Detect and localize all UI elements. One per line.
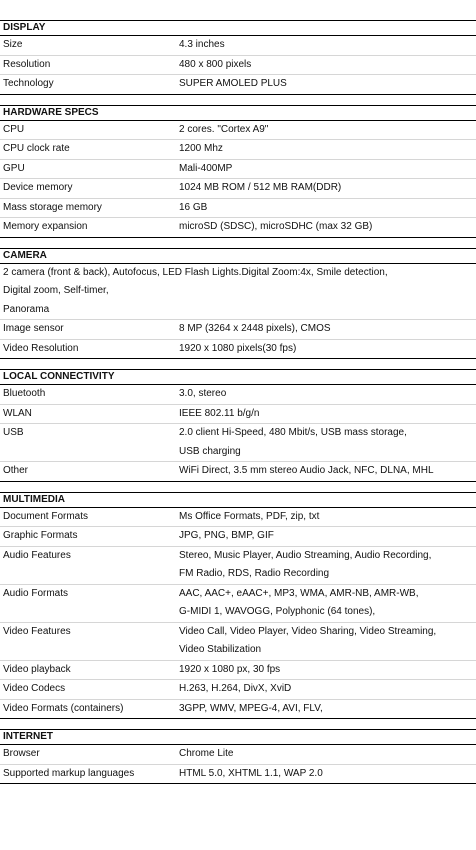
spec-label: Browser	[3, 748, 40, 759]
spec-label: Technology	[3, 78, 54, 89]
spec-label: Supported markup languages	[3, 767, 135, 779]
spec-value	[179, 218, 476, 237]
spec-label: Resolution	[3, 58, 51, 70]
spec-rows	[0, 385, 476, 482]
spec-row	[0, 661, 476, 681]
spec-row	[0, 508, 476, 528]
spec-value	[179, 745, 476, 764]
spec-label: Document Formats	[3, 510, 89, 522]
spec-value-line: Chrome Lite	[179, 748, 234, 759]
spec-value-line: USB charging	[179, 445, 241, 457]
spec-sheet	[0, 18, 476, 794]
spec-row	[0, 56, 476, 76]
spec-value	[179, 75, 476, 94]
spec-value-line: 1920 x 1080 pixels(30 fps)	[179, 342, 297, 354]
spec-value	[179, 405, 476, 424]
section-title: LOCAL CONNECTIVITY	[0, 369, 476, 385]
spec-value	[179, 56, 476, 75]
spec-value	[179, 199, 476, 218]
spec-value-line: Video Stabilization	[179, 644, 262, 655]
spec-value-line: AAC, AAC+, eAAC+, MP3, WMA, AMR-NB, AMR-WB,	[179, 587, 419, 599]
spec-label: Mass storage memory	[3, 201, 102, 213]
spec-value	[179, 527, 476, 546]
spec-label: Memory expansion	[3, 221, 88, 232]
spec-label: Video Formats (containers)	[3, 702, 124, 714]
spec-row	[0, 547, 476, 585]
spec-value-line: Mali-400MP	[179, 162, 233, 174]
section-title: DISPLAY	[0, 20, 476, 36]
spec-value	[179, 623, 476, 660]
spec-row	[0, 218, 476, 238]
spec-row	[0, 179, 476, 199]
spec-label: Size	[3, 39, 23, 50]
spec-row	[0, 75, 476, 95]
spec-value	[179, 385, 476, 404]
spec-rows	[0, 508, 476, 720]
spec-value-line: FM Radio, RDS, Radio Recording	[179, 568, 330, 579]
spec-row	[0, 385, 476, 405]
spec-value-line: 480 x 800 pixels	[179, 58, 252, 70]
spec-row	[0, 623, 476, 661]
spec-value	[179, 179, 476, 198]
spec-value	[179, 121, 476, 140]
spec-row	[0, 680, 476, 700]
spec-label: Video Resolution	[3, 342, 79, 354]
spec-value-line: Stereo, Music Player, Audio Streaming, Audio Recording,	[179, 549, 432, 561]
spec-value-line: 8 MP (3264 x 2448 pixels), CMOS	[179, 323, 331, 334]
spec-row	[0, 527, 476, 547]
spec-value-line: microSD (SDSC), microSDHC (max 32 GB)	[179, 221, 373, 232]
spec-value-line: Video Call, Video Player, Video Sharing, Video Streaming,	[179, 625, 437, 637]
section-hardware-specs	[0, 105, 476, 238]
camera-feature-word: zoom,	[33, 285, 61, 296]
camera-features	[0, 264, 476, 321]
spec-rows	[0, 36, 476, 95]
spec-value-line: 3.0, stereo	[179, 388, 227, 399]
spec-value-line: H.263, H.264, DivX, XviD	[179, 683, 292, 694]
spec-value-line: WiFi Direct, 3.5 mm stereo Audio Jack, NFC, DLNA, MHL	[179, 465, 434, 476]
spec-row	[0, 424, 476, 462]
spec-value	[179, 661, 476, 680]
spec-value-line: 1024 MB ROM / 512 MB RAM(DDR)	[179, 182, 342, 193]
spec-value-line: 1200 Mhz	[179, 143, 223, 154]
spec-row	[0, 160, 476, 180]
spec-label: Video Features	[3, 625, 71, 637]
section-title: INTERNET	[0, 729, 476, 745]
spec-value	[179, 160, 476, 179]
spec-value-line: G-MIDI 1, WAVOGG, Polyphonic (64 tones),	[179, 606, 376, 617]
spec-label: Audio Formats	[3, 587, 69, 599]
spec-label: CPU	[3, 123, 25, 135]
spec-value-line: 2 cores. "Cortex A9"	[179, 123, 269, 135]
spec-value-line: 3GPP, WMV, MPEG-4, AVI, FLV,	[179, 702, 323, 714]
spec-label: Audio Features	[3, 549, 71, 561]
camera-features-line: Panorama	[3, 303, 50, 315]
spec-value-line: 1920 x 1080 px, 30 fps	[179, 663, 281, 675]
spec-label: Device memory	[3, 182, 73, 193]
spec-row	[0, 320, 476, 340]
spec-row	[0, 765, 476, 785]
spec-value	[179, 424, 476, 461]
spec-label: Image sensor	[3, 323, 64, 334]
spec-value-line: HTML 5.0, XHTML 1.1, WAP 2.0	[179, 767, 323, 779]
camera-feature-word: Self-timer,	[63, 285, 109, 296]
spec-value	[179, 340, 476, 359]
spec-row	[0, 462, 476, 482]
camera-features-line	[3, 282, 173, 301]
section-internet	[0, 729, 476, 784]
spec-value-line: 2.0 client Hi-Speed, 480 Mbit/s, USB mass storage,	[179, 427, 407, 438]
spec-row	[0, 405, 476, 425]
spec-row	[0, 140, 476, 160]
section-title: MULTIMEDIA	[0, 492, 476, 508]
spec-value	[179, 508, 476, 527]
section-multimedia	[0, 492, 476, 720]
section-display	[0, 20, 476, 95]
spec-row	[0, 700, 476, 720]
spec-row	[0, 36, 476, 56]
spec-row	[0, 340, 476, 360]
spec-label: Other	[3, 465, 29, 476]
spec-label: USB	[3, 427, 24, 438]
spec-row	[0, 585, 476, 623]
camera-feature-word: Digital	[3, 285, 31, 296]
spec-label: Video playback	[3, 663, 71, 675]
spec-value	[179, 700, 476, 719]
spec-label: CPU clock rate	[3, 143, 70, 154]
spec-value	[179, 547, 476, 584]
spec-value	[179, 585, 476, 622]
section-local-connectivity	[0, 369, 476, 482]
section-title: HARDWARE SPECS	[0, 105, 476, 121]
spec-label: Bluetooth	[3, 388, 46, 399]
spec-row	[0, 121, 476, 141]
spec-value-line: 16 GB	[179, 201, 208, 213]
spec-label: Graphic Formats	[3, 530, 78, 541]
spec-value	[179, 462, 476, 481]
spec-rows	[0, 121, 476, 238]
camera-features-line: 2 camera (front & back), Autofocus, LED Flash Lights.Digital Zoom:4x, Smile detection,	[3, 266, 388, 278]
spec-label: WLAN	[3, 407, 32, 419]
spec-value-line: Ms Office Formats, PDF, zip, txt	[179, 510, 320, 522]
spec-value	[179, 765, 476, 784]
spec-row	[0, 199, 476, 219]
spec-label: GPU	[3, 162, 25, 174]
spec-rows	[0, 320, 476, 359]
spec-value-line: IEEE 802.11 b/g/n	[179, 407, 260, 419]
spec-value-line: JPG, PNG, BMP, GIF	[179, 530, 274, 541]
spec-value-line: 4.3 inches	[179, 39, 225, 50]
section-title: CAMERA	[0, 248, 476, 264]
spec-value-line: SUPER AMOLED PLUS	[179, 78, 287, 89]
spec-row	[0, 745, 476, 765]
spec-value	[179, 140, 476, 159]
spec-label: Video Codecs	[3, 683, 66, 694]
spec-rows	[0, 745, 476, 784]
spec-value	[179, 36, 476, 55]
spec-value	[179, 320, 476, 339]
spec-value	[179, 680, 476, 699]
section-camera	[0, 248, 476, 360]
